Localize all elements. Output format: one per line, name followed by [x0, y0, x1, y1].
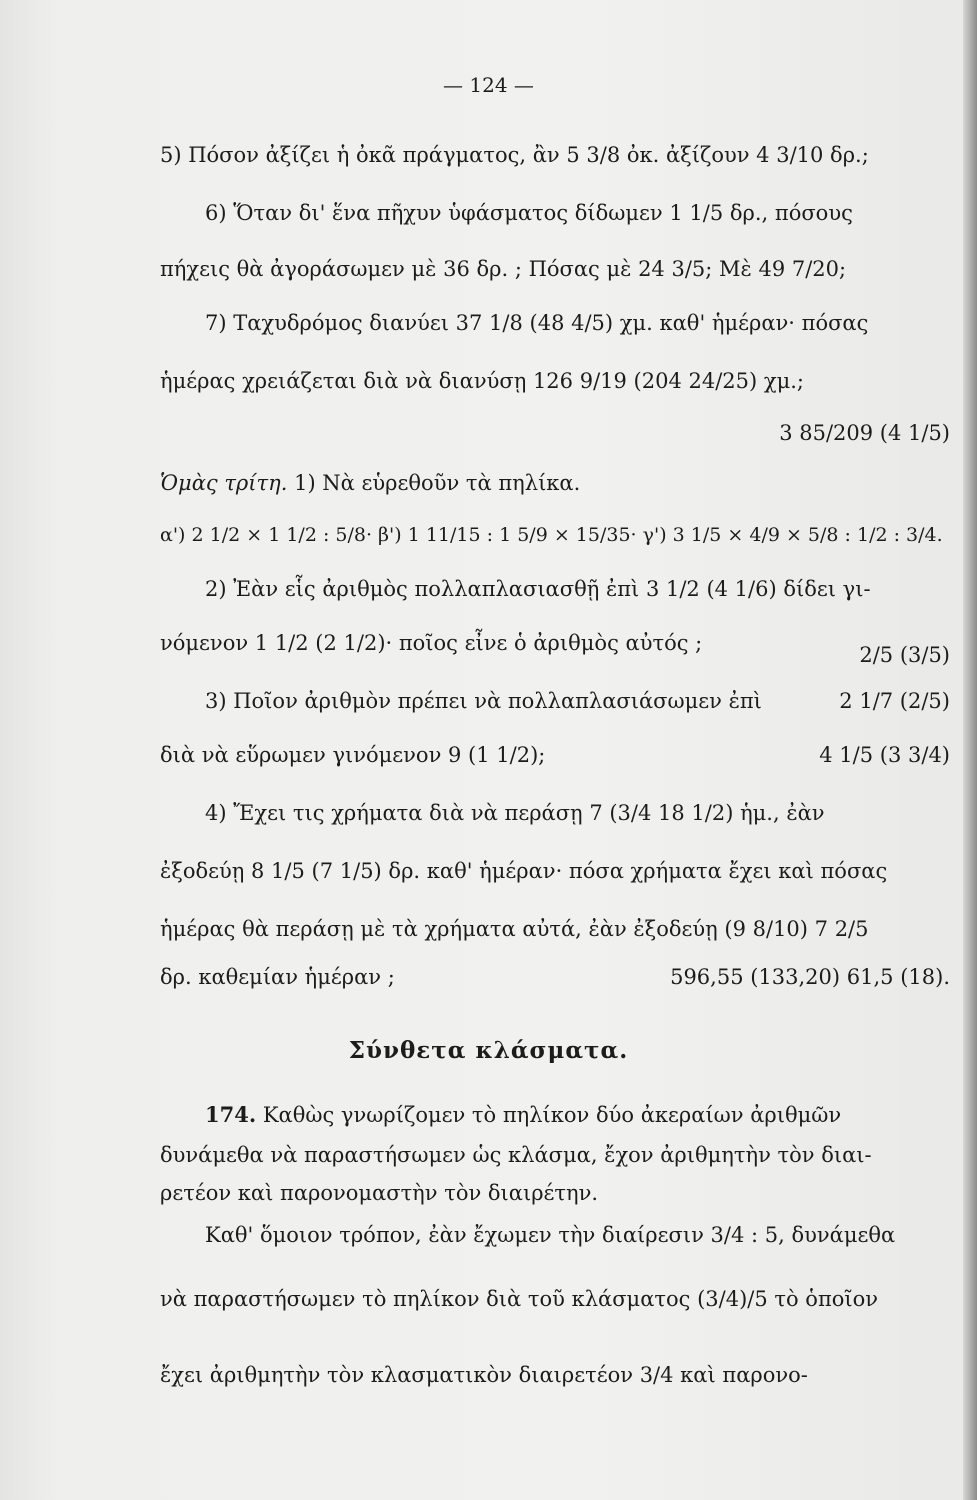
- answer-2: 2/5 (3/5): [859, 643, 950, 667]
- paragraph-174-text: Καθὼς γνωρίζομεν τὸ πηλίκον δύο ἀκεραίων ἀριθμῶν: [262, 1103, 842, 1127]
- exercise-6-line-2: πήχεις θὰ ἀγοράσωμεν μὲ 36 δρ. ; Πόσας μὲ 24 3/5; Μὲ 49 7/20;: [160, 257, 847, 281]
- exercise-1-quotients: α') 2 1/2 × 1 1/2 : 5/8· β') 1 11/15 : 1 5/9 × 15/35· γ') 3 1/5 × 4/9 × 5/8 : 1/2 : 3/4.: [160, 524, 943, 546]
- exercise-4-line-3: ἡμέρας θὰ περάσῃ μὲ τὰ χρήματα αὐτά, ἐὰν ἐξοδεύῃ (9 8/10) 7 2/5: [160, 917, 869, 941]
- answer-3-a: 2 1/7 (2/5): [839, 689, 950, 713]
- paragraph-2-line-3: ἔχει ἀριθμητὴν τὸν κλασματικὸν διαιρετέον 3/4 καὶ παρονο-: [160, 1363, 808, 1387]
- paragraph-2-line-2: νὰ παραστήσωμεν τὸ πηλίκον διὰ τοῦ κλάσματος (3/4)/5 τὸ ὁποῖον: [160, 1287, 879, 1311]
- group-heading-line: [160, 468, 950, 498]
- paragraph-174-line-3: ρετέον καὶ παρονομαστὴν τὸν διαιρέτην.: [160, 1181, 599, 1205]
- exercise-4-line-2: ἐξοδεύῃ 8 1/5 (7 1/5) δρ. καθ' ἡμέραν· πόσα χρήματα ἔχει καὶ πόσας: [160, 859, 888, 883]
- exercise-3-line-1: 3) Ποῖον ἀριθμὸν πρέπει νὰ πολλαπλασιάσωμεν ἐπὶ: [205, 689, 762, 713]
- exercise-3-line-2: διὰ νὰ εὕρωμεν γινόμενον 9 (1 1/2);: [160, 743, 546, 767]
- paragraph-174-line-1: [205, 1100, 950, 1130]
- answer-7: 3 85/209 (4 1/5): [779, 421, 950, 445]
- answer-3-b: 4 1/5 (3 3/4): [819, 743, 950, 767]
- group-label: Ὁμὰς τρίτη.: [160, 471, 288, 495]
- paragraph-2-line-1: Καθ' ὅμοιον τρόπον, ἐὰν ἔχωμεν τὴν διαίρεσιν 3/4 : 5, δυνάμεθα: [205, 1223, 896, 1247]
- exercise-2-line-1: 2) Ἐὰν εἷς ἀριθμὸς πολλαπλασιασθῇ ἐπὶ 3 1/2 (4 1/6) δίδει γι-: [205, 577, 871, 601]
- exercise-4-line-1: 4) Ἔχει τις χρήματα διὰ νὰ περάσῃ 7 (3/4 18 1/2) ἡμ., ἐὰν: [205, 801, 825, 825]
- exercise-4-tail: δρ. καθεμίαν ἡμέραν ;: [160, 965, 395, 989]
- paragraph-174-line-2: δυνάμεθα νὰ παραστήσωμεν ὡς κλάσμα, ἔχον ἀριθμητὴν τὸν διαι-: [160, 1143, 872, 1167]
- exercise-7-line-1: 7) Ταχυδρόμος διανύει 37 1/8 (48 4/5) χμ. καθ' ἡμέραν· πόσας: [205, 311, 869, 335]
- page-number: — 124 —: [443, 73, 534, 97]
- page-edge-shadow: [963, 0, 977, 1500]
- paragraph-number: 174.: [205, 1102, 257, 1127]
- exercise-4-line-4: [160, 962, 950, 992]
- answer-4: 596,55 (133,20) 61,5 (18).: [670, 965, 950, 989]
- section-heading: Σύνθετα κλάσματα.: [348, 1037, 629, 1064]
- exercise-6-line-1: 6) Ὅταν δι' ἕνα πῆχυν ὑφάσματος δίδωμεν 1 1/5 δρ., πόσους: [205, 201, 853, 225]
- exercise-7-line-2: ἡμέρας χρειάζεται διὰ νὰ διανύσῃ 126 9/19 (204 24/25) χμ.;: [160, 369, 804, 393]
- group-instruction: 1) Νὰ εὑρεθοῦν τὰ πηλίκα.: [294, 471, 581, 495]
- exercise-5: 5) Πόσον ἀξίζει ἡ ὀκᾶ πράγματος, ἂν 5 3/8 ὀκ. ἀξίζουν 4 3/10 δρ.;: [160, 143, 869, 167]
- exercise-2-line-2: νόμενον 1 1/2 (2 1/2)· ποῖος εἶνε ὁ ἀριθμὸς αὐτός ;: [160, 631, 703, 655]
